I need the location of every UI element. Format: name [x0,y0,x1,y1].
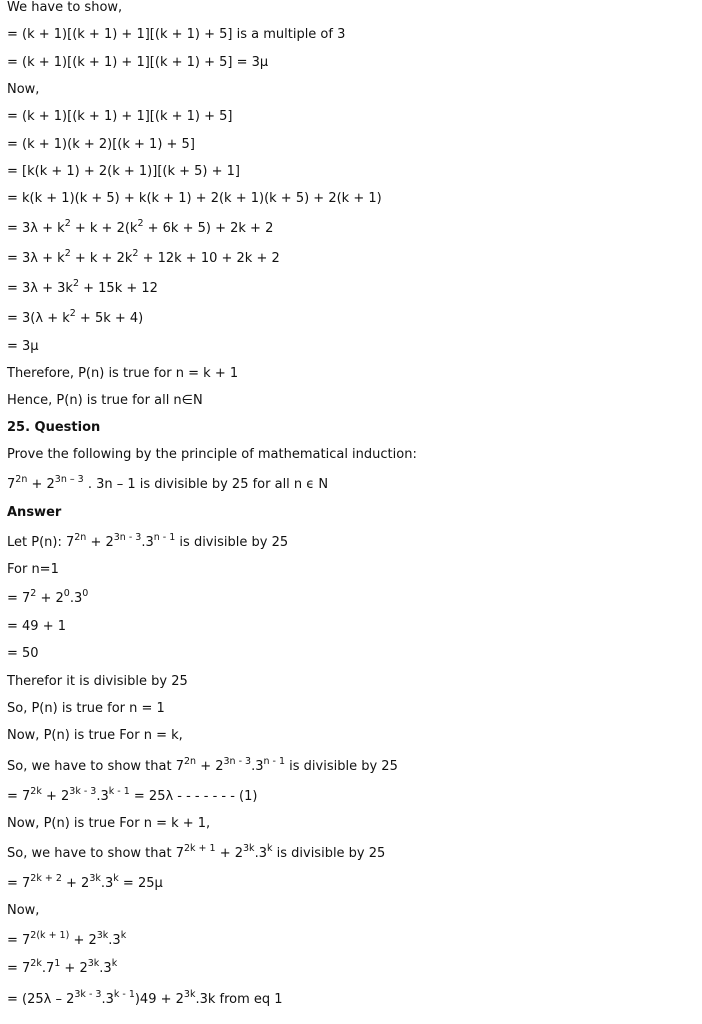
section-heading: Answer [7,505,62,520]
superscript: k [113,872,119,884]
text-line [7,473,329,493]
text-line [7,755,398,775]
text-line: For n=1 [7,562,59,577]
text-run: = 3λ + k [7,251,65,266]
superscript: n - 1 [153,531,176,543]
text-line: = (k + 1)(k + 2)[(k + 1) + 5] [7,137,195,152]
text-run: So, we have to show that 7 [7,846,184,861]
text-line [7,988,283,1008]
text-line [7,587,89,607]
superscript: 3k [183,988,196,1000]
text-line [7,957,118,977]
text-run: = 25λ - - - - - - - (1) [129,789,258,804]
superscript: 3n - 3 [113,531,142,543]
superscript: 2 [64,247,71,259]
superscript: 0 [82,587,89,599]
text-run: .3k from eq 1 [195,992,283,1007]
text-run: + 2 [196,759,224,774]
text-line: Now, [7,82,40,97]
text-run: + 2 [215,846,244,861]
text-run: = 7 [7,876,31,891]
text-run: .3 [69,591,83,606]
superscript: 3n - 3 [223,755,252,767]
text-run: + 2 [61,876,90,891]
text-run: Let P(n): 7 [7,535,75,550]
text-run: + 15k + 12 [79,281,158,296]
superscript: 2k [30,957,42,969]
text-line: Therefore, P(n) is true for n = k + 1 [7,366,239,381]
superscript: 3k [243,842,255,854]
superscript: 2n [183,755,197,767]
superscript: k [266,842,273,854]
text-line [7,217,274,237]
text-run: = 7 [7,961,31,976]
section-heading: 25. Question [7,420,101,435]
superscript: 0 [63,587,70,599]
text-run: is divisible by 25 [272,846,386,861]
superscript: 2 [132,247,139,259]
text-line: So, P(n) is true for n = 1 [7,701,165,716]
text-run: .7 [41,961,55,976]
text-run: .3 [141,535,154,550]
superscript: 2k + 2 [30,872,62,884]
text-run: = 3λ + 3k [7,281,73,296]
text-line: Hence, P(n) is true for all n∈N [7,393,203,408]
text-run: + 2 [86,535,114,550]
text-run: = 7 [7,789,31,804]
text-run: + 6k + 5) + 2k + 2 [143,221,274,236]
text-run: + 2 [41,789,70,804]
text-run: = 7 [7,591,31,606]
superscript: k - 1 [113,988,135,1000]
text-run: + 2 [27,477,55,492]
text-run: .3 [108,933,121,948]
text-run: .3 [251,759,264,774]
text-line: We have to show, [7,0,123,15]
text-line: = (k + 1)[(k + 1) + 1][(k + 1) + 5] = 3μ [7,55,269,70]
text-run: .3 [96,789,109,804]
text-run: is divisible by 25 [175,535,289,550]
superscript: 2 [30,587,37,599]
text-run: is divisible by 25 [285,759,398,774]
text-run: + 5k + 4) [75,311,144,326]
text-line: = [k(k + 1) + 2(k + 1)][(k + 5) + 1] [7,164,240,179]
text-run: + 12k + 10 + 2k + 2 [138,251,280,266]
superscript: k [120,929,127,941]
text-line: Prove the following by the principle of mathematical induction: [7,447,417,462]
text-run: 7 [7,477,16,492]
text-run: .3 [100,876,114,891]
text-run: = 7 [7,933,31,948]
superscript: 2(k + 1) [30,929,70,941]
text-line [7,872,163,892]
superscript: 2k [30,785,42,797]
text-line: = 3μ [7,339,39,354]
text-run: .3 [99,961,112,976]
superscript: 2n [74,531,87,543]
text-run: + 2 [60,961,88,976]
text-run: )49 + 2 [134,992,184,1007]
superscript: 3k [87,957,100,969]
superscript: 2n [15,473,28,485]
text-run: .3 [254,846,267,861]
superscript: 2 [64,217,71,229]
superscript: 3k - 3 [69,785,97,797]
text-run: + 2 [36,591,64,606]
superscript: 3k [89,872,101,884]
text-run: = 3λ + k [7,221,65,236]
text-line: = 50 [7,646,39,661]
superscript: 2 [69,307,76,319]
text-run: . 3n – 1 is divisible by 25 for all n ϵ N [83,477,329,492]
text-line: Now, [7,903,40,918]
text-run: So, we have to show that 7 [7,759,184,774]
text-line [7,247,280,267]
superscript: 2k + 1 [183,842,216,854]
superscript: k [111,957,118,969]
text-line [7,277,158,297]
superscript: 2 [72,277,79,289]
text-line [7,929,127,949]
text-line: = 49 + 1 [7,619,66,634]
text-line: Now, P(n) is true For n = k, [7,728,183,743]
superscript: n - 1 [263,755,286,767]
text-line [7,531,289,551]
text-run: .3 [101,992,114,1007]
text-line [7,785,258,805]
superscript: 2 [137,217,144,229]
text-run: = 3(λ + k [7,311,70,326]
superscript: 1 [54,957,61,969]
superscript: k - 1 [108,785,130,797]
text-line [7,842,386,862]
superscript: 3k [96,929,109,941]
superscript: 3k - 3 [74,988,102,1000]
text-run: + k + 2k [70,251,133,266]
text-line: = (k + 1)[(k + 1) + 1][(k + 1) + 5] is a multiple of 3 [7,27,346,42]
text-run: = (25λ – 2 [7,992,75,1007]
text-line: = k(k + 1)(k + 5) + k(k + 1) + 2(k + 1)(k + 5) + 2(k + 1) [7,191,382,206]
text-line [7,307,144,327]
text-line: Therefor it is divisible by 25 [7,674,188,689]
text-line: Now, P(n) is true For n = k + 1, [7,816,211,831]
text-run: = 25μ [118,876,163,891]
text-run: + k + 2(k [70,221,138,236]
text-line: = (k + 1)[(k + 1) + 1][(k + 1) + 5] [7,109,233,124]
text-run: + 2 [69,933,97,948]
superscript: 3n – 3 [54,473,84,485]
